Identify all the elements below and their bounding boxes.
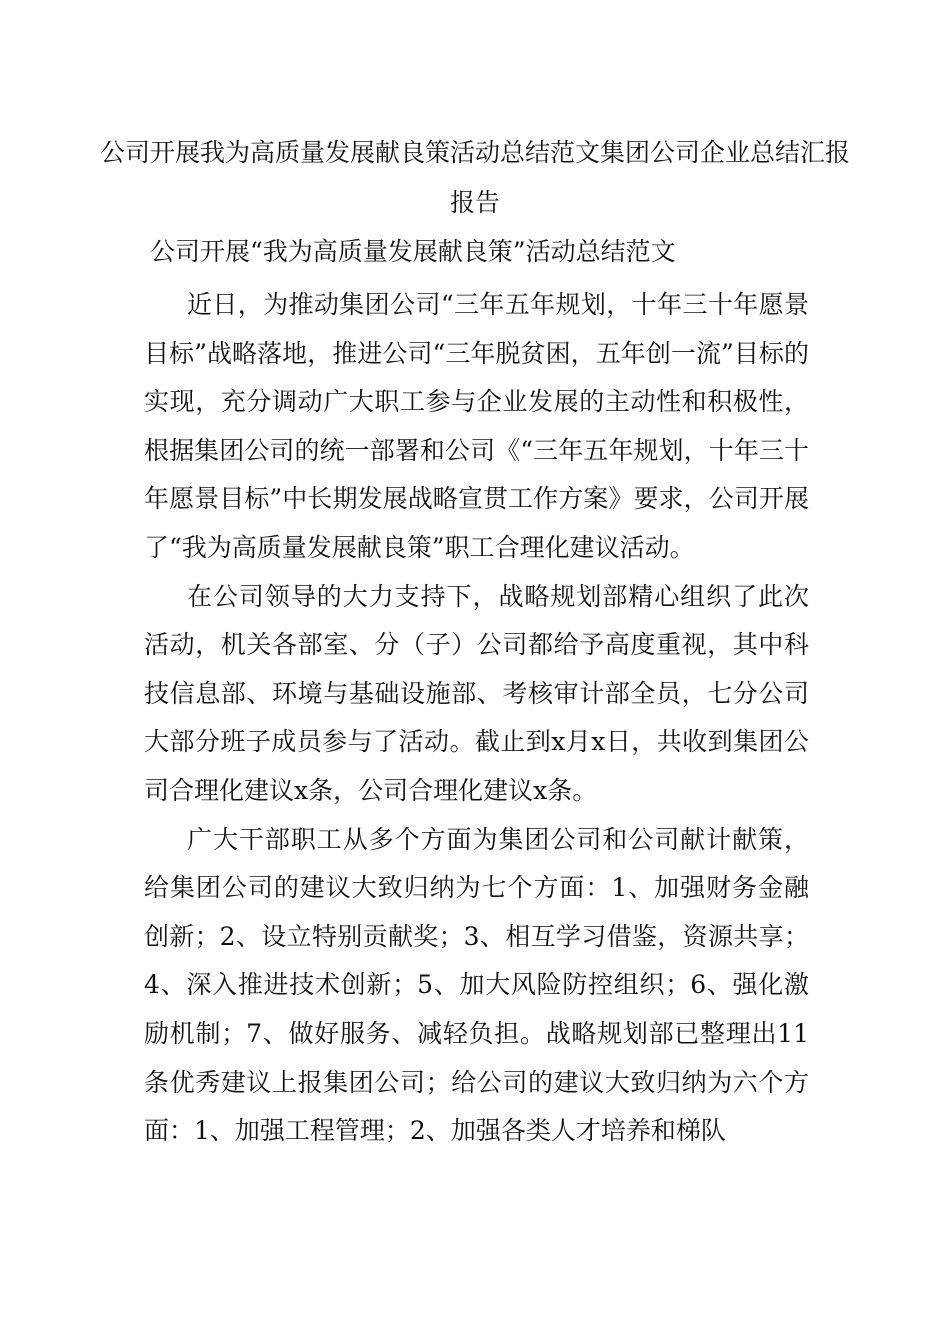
document-title: 公司开展我为高质量发展献良策活动总结范文集团公司企业总结汇报报告 bbox=[100, 138, 851, 217]
paragraph: 广大干部职工从多个方面为集团公司和公司献计献策，给集团公司的建议大致归纳为七个方面：1、加强财务金融创新；2、设立特别贡献奖；3、相互学习借鉴，资源共享；4、深入推进技术创新；5、加大风险防控组织；6、强化激励机制；7、做好服务、减轻负担。战略规划部已整理出11条优秀建议上报集团公司；给公司的建议大致归纳为六个方面：1、加强工程管理；2、加强各类人才培养和梯队 bbox=[144, 824, 809, 1146]
document-body bbox=[144, 281, 809, 1156]
paragraph: 近日，为推动集团公司“三年五年规划，十年三十年愿景目标”战略落地，推进公司“三年脱贫困，五年创一流”目标的实现，充分调动广大职工参与企业发展的主动性和积极性，根据集团公司的统一部署和公司《“三年五年规划，十年三十年愿景目标”中长期发展战略宣贯工作方案》要求，公司开展了“我为高质量发展献良策”职工合理化建议活动。 bbox=[144, 290, 809, 562]
document-subtitle: 公司开展“我为高质量发展献良策”活动总结范文 bbox=[150, 237, 676, 266]
paragraph: 在公司领导的大力支持下，战略规划部精心组织了此次活动，机关各部室、分（子）公司都给予高度重视，其中科技信息部、环境与基础设施部、考核审计部全员，七分公司大部分班子成员参与了活动。截止到x月x日，共收到集团公司合理化建议x条，公司合理化建议x条。 bbox=[144, 581, 809, 805]
